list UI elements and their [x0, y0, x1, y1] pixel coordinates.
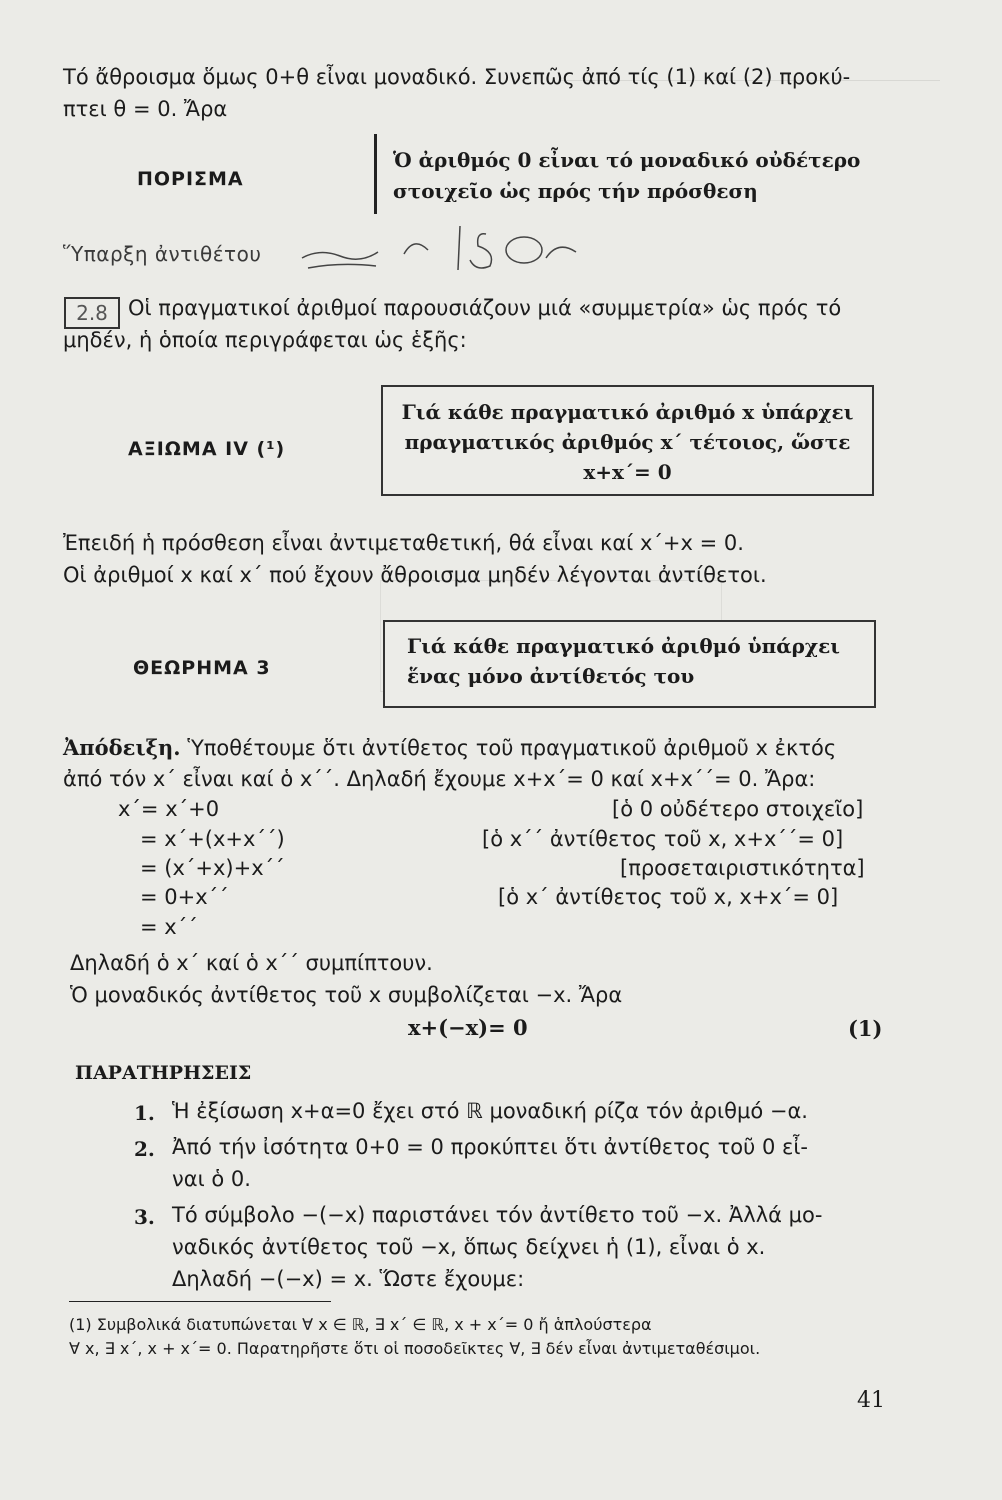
- proof-line-2: ἀπό τόν x΄ εἶναι καί ὁ x΄΄. Δηλαδή ἔχουμε x+x΄= 0 καί x+x΄΄= 0. Ἄρα:: [63, 767, 816, 791]
- proof-step-3-reason: [προσεταιριστικότητα]: [620, 856, 865, 880]
- theorem-line-1: Γιά κάθε πραγματικό ἀριθμό ὑπάρχει: [407, 634, 840, 658]
- axiom-heading: ΑΞΙΩΜΑ IV (¹): [128, 438, 286, 460]
- theorem-text: [385, 622, 874, 691]
- proof-step-5-expr: = 0+x΄΄: [140, 885, 229, 909]
- proof-label: Ἀπόδειξη.: [63, 735, 181, 760]
- proof-step-2-expr: = x΄+(x+x΄΄): [140, 827, 285, 851]
- section-line-1: Οἱ πραγματικοί ἀριθμοί παρουσιάζουν μιά «συμμετρία» ὡς πρός τό: [128, 296, 842, 320]
- remark-1-line-1: Ἡ ἐξίσωση x+α=0 ἔχει στό ℝ μοναδική ρίζα τόν ἀριθμό −α.: [172, 1099, 808, 1123]
- handwritten-scribble: [300, 212, 590, 274]
- proof-step-1-reason: [ὁ 0 οὐδέτερο στοιχεῖο]: [612, 797, 864, 821]
- porisma-divider: [374, 134, 377, 214]
- proof-step-6-expr: = x΄΄: [140, 915, 198, 939]
- proof-line-1: [63, 732, 836, 764]
- porisma-line-2: στοιχεῖο ὡς πρός τήν πρόσθεση: [393, 179, 758, 203]
- after-axiom-line-1: Ἐπειδή ἡ πρόσθεση εἶναι ἀντιμεταθετική, θά εἶναι καί x΄+x = 0.: [63, 531, 744, 555]
- footnote-rule: [69, 1301, 331, 1302]
- proof-line-1-text: Ὑποθέτουμε ὅτι ἀντίθετος τοῦ πραγματικοῦ ἀριθμοῦ x ἐκτός: [187, 736, 837, 760]
- formula-1: x+(−x)= 0: [408, 1015, 528, 1040]
- footnote-line-1: (1) Συμβολικά διατυπώνεται ∀ x ∈ ℝ, ∃ x΄ ∈ ℝ, x + x΄= 0 ἤ ἁπλούστερα: [69, 1315, 652, 1334]
- section-number-box: 2.8: [64, 297, 120, 329]
- proof-step-1-expr: x΄= x΄+0: [118, 797, 220, 821]
- theorem-box: [383, 620, 876, 708]
- intro-line-1: Τό ἄθροισμα ὅμως 0+θ εἶναι μοναδικό. Συνεπῶς ἀπό τίς (1) καί (2) προκύ-: [63, 65, 851, 89]
- page-number: 41: [857, 1388, 885, 1413]
- intro-line-2: πτει θ = 0. Ἄρα: [63, 97, 228, 121]
- axiom-line-3: x+x΄= 0: [583, 460, 672, 484]
- remark-3-number: 3.: [134, 1205, 155, 1229]
- after-axiom-line-2: Οἱ ἀριθμοί x καί x΄ πού ἔχουν ἄθροισμα μηδέν λέγονται ἀντίθετοι.: [63, 563, 767, 587]
- axiom-line-1: Γιά κάθε πραγματικό ἀριθμό x ὑπάρχει: [401, 400, 854, 424]
- proof-conclusion-2: Ὁ μοναδικός ἀντίθετος τοῦ x συμβολίζεται −x. Ἄρα: [70, 983, 623, 1007]
- remark-3-line-3: Δηλαδή −(−x) = x. Ὥστε ἔχουμε:: [172, 1267, 525, 1291]
- theorem-heading: ΘΕΩΡΗΜΑ 3: [133, 657, 271, 679]
- axiom-text: [383, 387, 872, 487]
- axiom-line-2: πραγματικός ἀριθμός x΄ τέτοιος, ὥστε: [404, 430, 851, 454]
- porisma-line-1: Ὁ ἀριθμός 0 εἶναι τό μοναδικό οὐδέτερο: [393, 148, 861, 172]
- remarks-heading: ΠΑΡΑΤΗΡΗΣΕΙΣ: [75, 1062, 252, 1084]
- formula-number: (1): [848, 1016, 883, 1041]
- remark-3-line-1: Τό σύμβολο −(−x) παριστάνει τόν ἀντίθετο τοῦ −x. Ἀλλά μο-: [172, 1203, 823, 1227]
- remark-3-line-2: ναδικός ἀντίθετος τοῦ −x, ὅπως δείχνει ἡ (1), εἶναι ὁ x.: [172, 1235, 766, 1259]
- proof-step-4-expr: = (x΄+x)+x΄΄: [140, 856, 285, 880]
- proof-conclusion-1: Δηλαδή ὁ x΄ καί ὁ x΄΄ συμπίπτουν.: [70, 951, 433, 975]
- remark-1-number: 1.: [134, 1101, 155, 1125]
- remark-2-number: 2.: [134, 1137, 155, 1161]
- proof-step-2-reason: [ὁ x΄΄ ἀντίθετος τοῦ x, x+x΄΄= 0]: [482, 827, 844, 851]
- footnote-line-2: ∀ x, ∃ x΄, x + x΄= 0. Παρατηρῆστε ὅτι οἱ ποσοδεῖκτες ∀, ∃ δέν εἶναι ἀντιμεταθέσιμοι.: [69, 1339, 761, 1358]
- porisma-text: [393, 145, 860, 207]
- proof-step-5-reason: [ὁ x΄ ἀντίθετος τοῦ x, x+x΄= 0]: [498, 885, 839, 909]
- remark-2-line-1: Ἀπό τήν ἰσότητα 0+0 = 0 προκύπτει ὅτι ἀντίθετος τοῦ 0 εἶ-: [172, 1135, 809, 1159]
- section-line-2: μηδέν, ἡ ὁποία περιγράφεται ὡς ἑξῆς:: [63, 328, 467, 352]
- theorem-line-2: ἕνας μόνο ἀντίθετός του: [407, 664, 695, 688]
- porisma-heading: ΠΟΡΙΣΜΑ: [137, 168, 244, 190]
- existence-heading: Ὕπαρξη ἀντιθέτου: [63, 242, 262, 266]
- axiom-box: [381, 385, 874, 496]
- remark-2-line-2: ναι ὁ 0.: [172, 1167, 251, 1191]
